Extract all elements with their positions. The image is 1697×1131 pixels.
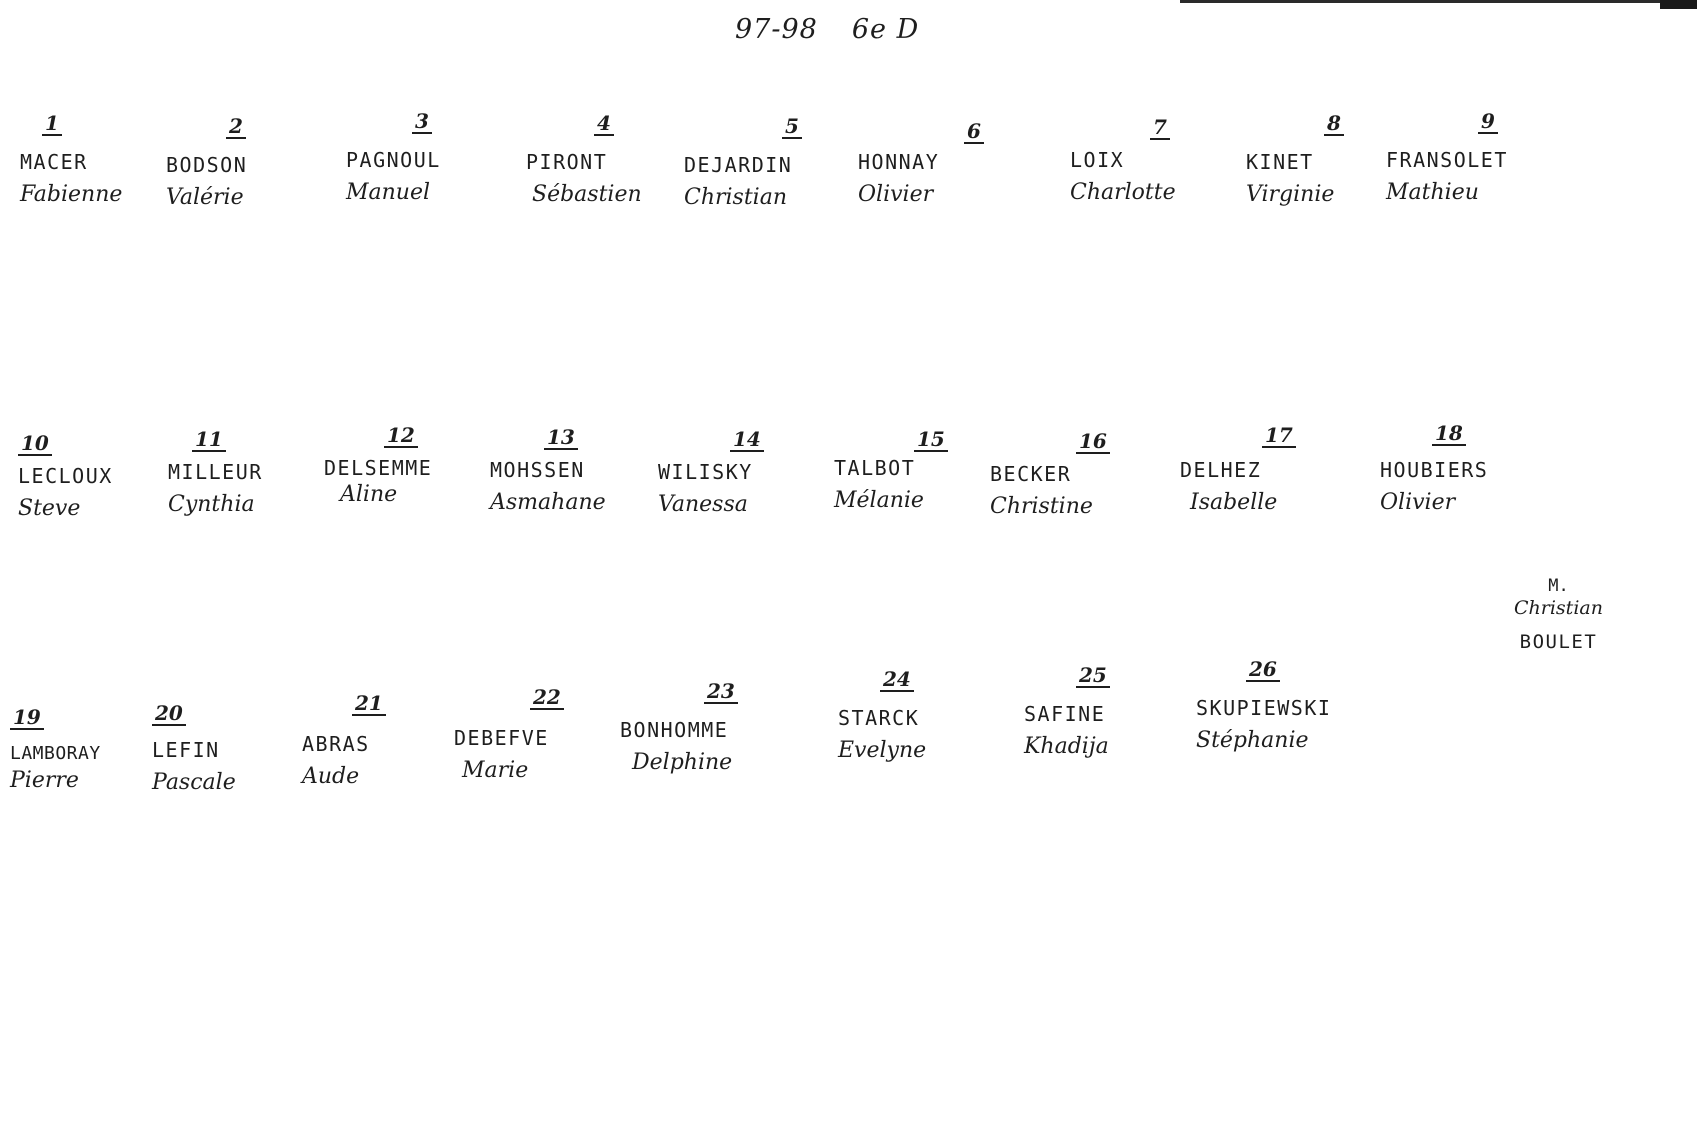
seat-19 [10,706,101,794]
seat-20 [152,702,236,796]
student-firstname: Fabienne [20,182,123,207]
student-firstname: Pierre [10,768,79,793]
student-surname: BONHOMME [620,718,729,742]
student-surname: ABRAS [302,732,370,756]
student-firstname: Cynthia [168,492,255,517]
student-firstname: Manuel [346,180,431,205]
student-surname: LECLOUX [18,464,113,488]
student-surname: DELHEZ [1180,458,1262,482]
scan-corner [1660,0,1697,9]
student-firstname: Sébastien [532,182,642,207]
seat-number: 12 [384,424,418,448]
seat-12 [324,424,432,508]
seat-7 [1070,116,1176,206]
seat-1 [20,112,122,208]
seat-2 [166,115,247,211]
seat-number: 26 [1246,658,1280,682]
student-surname: BECKER [990,462,1072,486]
student-surname: DEJARDIN [684,153,793,177]
seat-number: 22 [530,686,564,710]
student-surname: SAFINE [1024,702,1106,726]
seat-number: 3 [412,110,432,134]
seat-number: 18 [1432,422,1466,446]
scan-edge [1180,0,1697,3]
student-firstname: Khadija [1024,734,1109,759]
seat-number: 4 [594,112,614,136]
student-firstname: Olivier [858,182,934,207]
student-firstname: Valérie [166,185,244,210]
seat-8 [1246,112,1344,208]
seat-6 [858,120,984,208]
seat-number: 24 [880,668,914,692]
student-surname: WILISKY [658,460,753,484]
student-firstname: Stéphanie [1196,728,1309,753]
school-year: 97-98 [735,14,818,45]
seat-number: 14 [730,428,764,452]
student-firstname: Pascale [152,770,236,795]
seat-number: 25 [1076,664,1110,688]
seat-22 [454,686,564,784]
seat-17 [1180,424,1296,516]
student-firstname: Virginie [1246,182,1335,207]
seat-26 [1196,658,1331,754]
seat-4 [526,112,642,208]
student-surname: LEFIN [152,738,220,762]
student-firstname: Christine [990,494,1093,519]
teacher-desk [1514,576,1603,654]
student-firstname: Aude [302,764,360,789]
seat-14 [658,428,764,518]
seat-23 [620,680,738,776]
seat-number: 6 [964,120,984,144]
student-surname: TALBOT [834,456,916,480]
student-firstname: Marie [462,758,529,783]
student-firstname: Charlotte [1070,180,1176,205]
student-surname: STARCK [838,706,920,730]
student-surname: PAGNOUL [346,148,441,172]
teacher-title: M. [1548,576,1569,596]
seat-number: 19 [10,706,44,730]
seat-13 [490,426,606,516]
student-firstname: Mélanie [834,488,924,513]
student-firstname: Evelyne [838,738,927,763]
seat-10 [18,432,113,522]
student-firstname: Asmahane [490,490,606,515]
seat-number: 20 [152,702,186,726]
teacher-surname: BOULET [1519,631,1598,653]
student-surname: LAMBORAY [10,743,101,764]
seat-number: 16 [1076,430,1110,454]
student-surname: DEBEFVE [454,726,549,750]
seat-11 [168,428,263,518]
seat-number: 5 [782,115,802,139]
student-firstname: Mathieu [1386,180,1479,205]
seat-3 [346,110,441,206]
seat-number: 10 [18,432,52,456]
seat-number: 1 [42,112,62,136]
seat-number: 17 [1262,424,1296,448]
seat-number: 8 [1324,112,1344,136]
student-firstname: Delphine [632,750,733,775]
student-firstname: Aline [340,482,398,507]
student-firstname: Steve [18,496,81,521]
seat-15 [834,428,948,514]
seat-21 [302,692,386,790]
student-surname: DELSEMME [324,456,433,480]
seat-number: 15 [914,428,948,452]
class-name: 6e D [851,14,920,45]
student-surname: HONNAY [858,150,940,174]
page-title [735,14,919,45]
student-firstname: Vanessa [658,492,748,517]
seat-number: 11 [192,428,226,452]
seat-number: 2 [226,115,246,139]
student-surname: MOHSSEN [490,458,585,482]
student-surname: PIRONT [526,150,608,174]
seat-number: 9 [1478,110,1498,134]
student-firstname: Isabelle [1190,490,1278,515]
student-surname: SKUPIEWSKI [1196,696,1332,720]
seat-18 [1380,422,1488,516]
seat-24 [838,668,926,764]
student-surname: HOUBIERS [1380,458,1489,482]
seat-5 [684,115,802,211]
seat-number: 23 [704,680,738,704]
seat-number: 21 [352,692,386,716]
student-surname: MACER [20,150,88,174]
student-firstname: Olivier [1380,490,1456,515]
student-surname: MILLEUR [168,460,263,484]
seat-number: 13 [544,426,578,450]
student-surname: FRANSOLET [1386,148,1508,172]
student-surname: KINET [1246,150,1314,174]
seat-number: 7 [1150,116,1170,140]
seat-9 [1386,110,1508,206]
seat-25 [1024,664,1110,760]
seat-16 [990,430,1110,520]
student-surname: BODSON [166,153,248,177]
student-firstname: Christian [684,185,788,210]
teacher-firstname: Christian [1514,597,1603,619]
student-surname: LOIX [1070,148,1125,172]
